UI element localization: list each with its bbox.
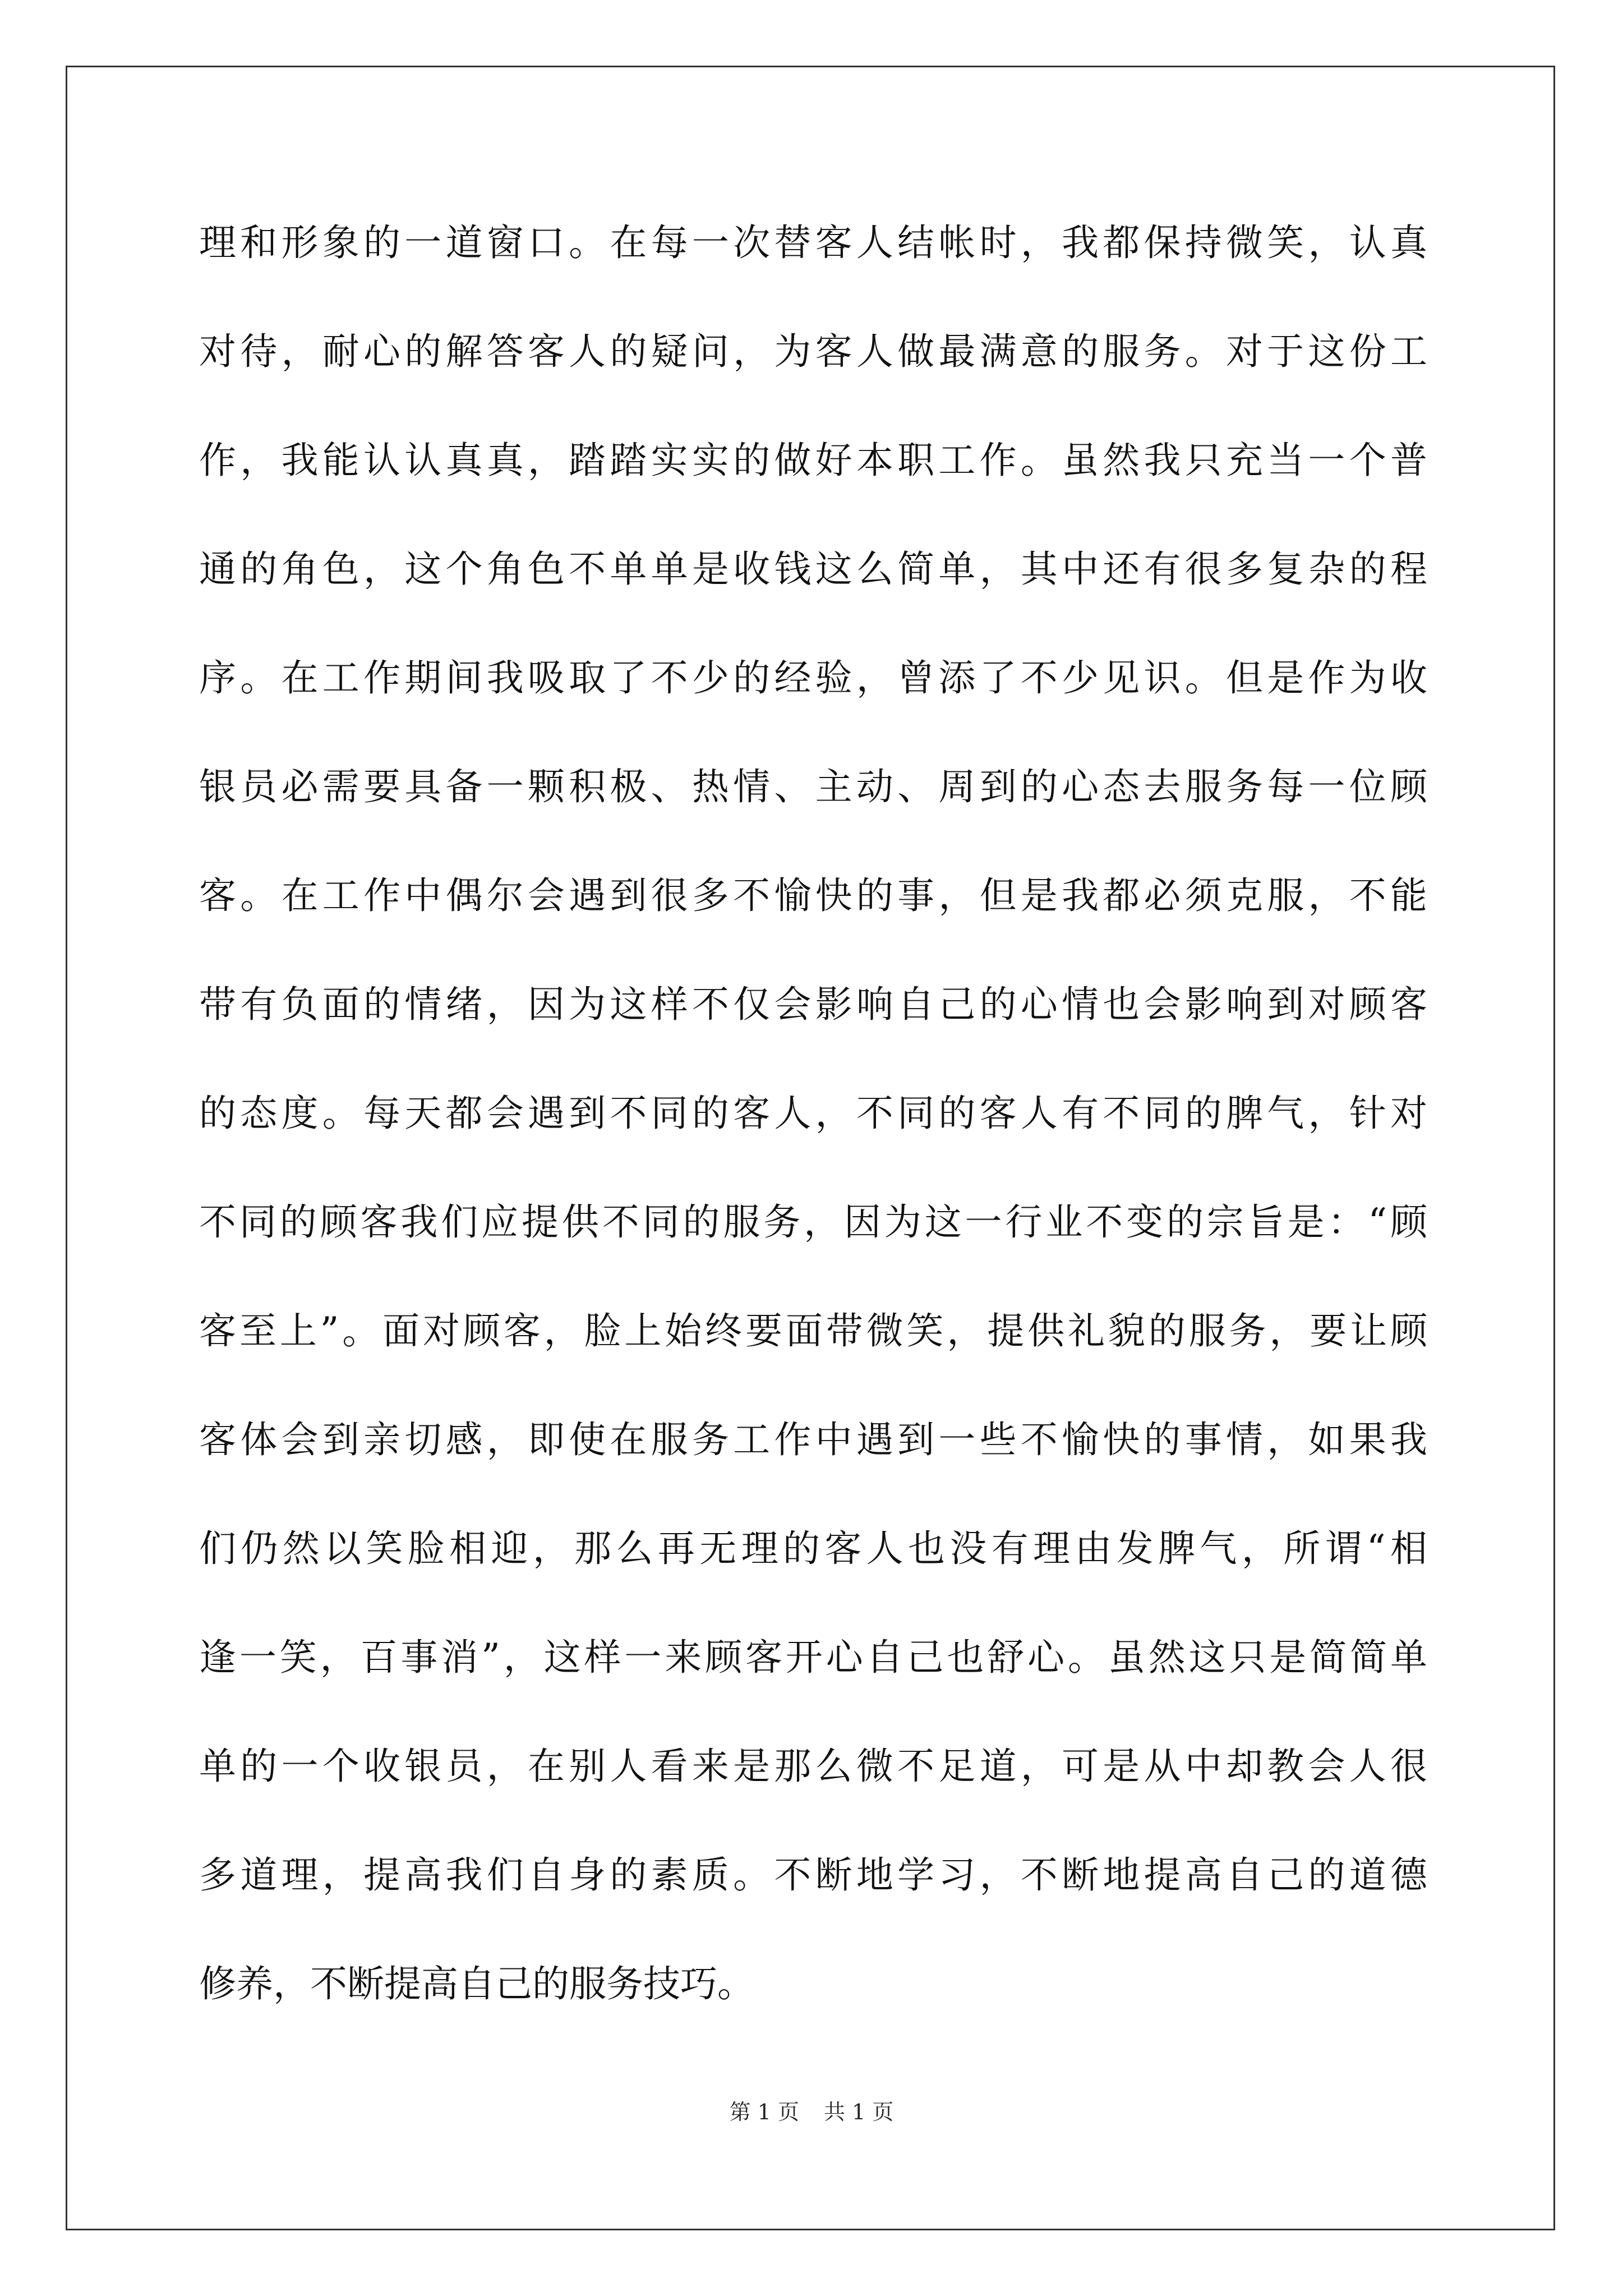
body-line: 作，我能认认真真，踏踏实实的做好本职工作。虽然我只充当一个普 (199, 439, 1427, 482)
body-line: 银员必需要具备一颗积极、热情、主动、周到的心态去服务每一位顾 (199, 765, 1427, 808)
body-line: 逢一笑，百事消”，这样一来顾客开心自己也舒心。虽然这只是简简单 (199, 1636, 1427, 1679)
body-line: 的态度。每天都会遇到不同的客人，不同的客人有不同的脾气，针对 (199, 1092, 1427, 1135)
body-line: 序。在工作期间我吸取了不少的经验，曾添了不少见识。但是作为收 (199, 656, 1427, 700)
body-line: 单的一个收银员，在别人看来是那么微不足道，可是从中却教会人很 (199, 1745, 1427, 1788)
body-line: 们仍然以笑脸相迎，那么再无理的客人也没有理由发脾气，所谓“相 (199, 1527, 1427, 1570)
page-total: 共 1 页 (824, 2100, 894, 2124)
body-line: 通的角色，这个角色不单单是收钱这么简单，其中还有很多复杂的程 (199, 547, 1427, 591)
body-line: 客。在工作中偶尔会遇到很多不愉快的事，但是我都必须克服，不能 (199, 874, 1427, 917)
page-number: 第 1 页 (729, 2100, 799, 2124)
document-body (199, 215, 1427, 2065)
body-line: 客体会到亲切感，即使在服务工作中遇到一些不愉快的事情，如果我 (199, 1418, 1427, 1461)
body-line: 多道理，提高我们自身的素质。不断地学习，不断地提高自己的道德 (199, 1853, 1427, 1897)
body-line: 不同的顾客我们应提供不同的服务，因为这一行业不变的宗旨是：“顾 (199, 1200, 1427, 1244)
body-line: 客至上”。面对顾客，脸上始终要面带微笑，提供礼貌的服务，要让顾 (199, 1309, 1427, 1352)
page-footer (0, 2098, 1623, 2126)
body-line: 理和形象的一道窗口。在每一次替客人结帐时，我都保持微笑，认真 (199, 221, 1427, 264)
body-line: 带有负面的情绪，因为这样不仅会影响自己的心情也会影响到对顾客 (199, 983, 1427, 1026)
body-line: 修养，不断提高自己的服务技巧。 (199, 1962, 754, 2005)
body-line: 对待，耐心的解答客人的疑问，为客人做最满意的服务。对于这份工 (199, 330, 1427, 373)
